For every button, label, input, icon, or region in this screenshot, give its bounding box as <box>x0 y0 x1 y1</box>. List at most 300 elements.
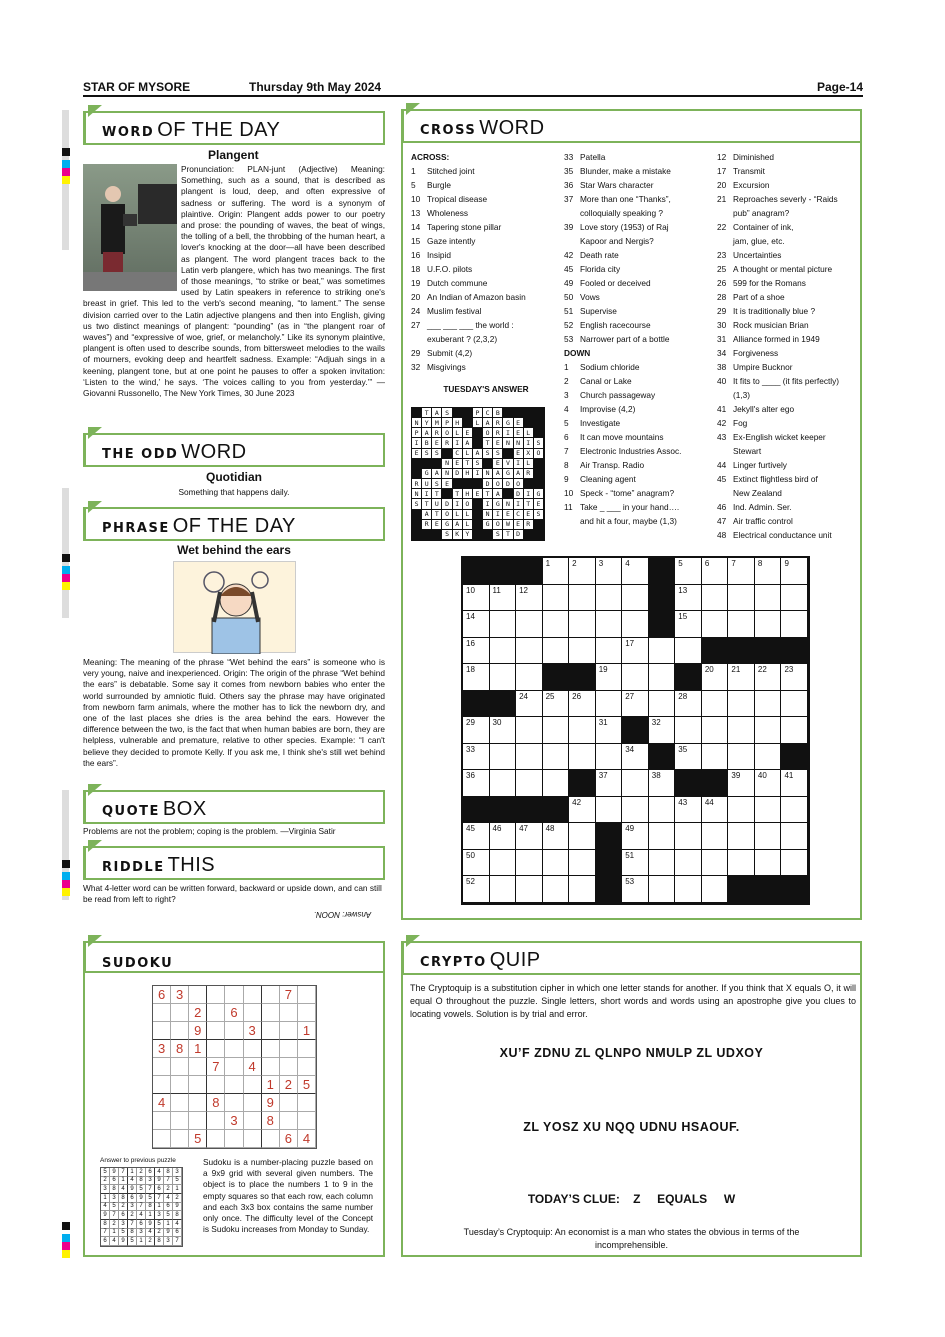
crossword-cell[interactable]: 21 <box>728 664 755 691</box>
odd-word-definition: Something that happens daily. <box>178 487 290 497</box>
sudoku-cell[interactable] <box>171 1076 189 1094</box>
crossword-cell[interactable]: 39 <box>728 770 755 797</box>
sudoku-cell[interactable] <box>298 1094 316 1112</box>
crossword-cell[interactable]: 28 <box>675 691 702 718</box>
previous-answer-cell: 6 <box>155 1185 164 1194</box>
sudoku-cell[interactable] <box>171 1130 189 1148</box>
answer-cell: N <box>483 510 493 520</box>
crossword-cell[interactable] <box>675 850 702 877</box>
crossword-cell[interactable] <box>755 850 782 877</box>
sudoku-cell[interactable] <box>262 1040 280 1058</box>
crossword-cell[interactable] <box>702 611 729 638</box>
sudoku-cell[interactable]: 5 <box>189 1130 207 1148</box>
crossword-cell[interactable] <box>728 717 755 744</box>
crossword-cell[interactable] <box>516 850 543 877</box>
crossword-cell[interactable] <box>702 585 729 612</box>
sudoku-cell[interactable]: 7 <box>280 986 298 1004</box>
sudoku-cell[interactable] <box>189 1094 207 1112</box>
crossword-cell[interactable]: 41 <box>781 770 808 797</box>
crossword-cell[interactable] <box>781 850 808 877</box>
sudoku-cell[interactable] <box>225 1022 243 1040</box>
crossword-cell[interactable] <box>516 664 543 691</box>
sudoku-cell[interactable] <box>207 986 225 1004</box>
crossword-cell[interactable] <box>649 850 676 877</box>
crossword-cell[interactable] <box>569 850 596 877</box>
crossword-cell[interactable]: 29 <box>463 717 490 744</box>
previous-answer-cell: 2 <box>164 1185 173 1194</box>
sudoku-cell[interactable] <box>262 1004 280 1022</box>
crossword-cell[interactable] <box>728 823 755 850</box>
answer-cell <box>463 418 473 428</box>
sudoku-cell[interactable] <box>153 1076 171 1094</box>
crossword-cell[interactable] <box>649 797 676 824</box>
crossword-cell[interactable] <box>596 585 623 612</box>
section-title: CROSS WORD <box>420 117 545 139</box>
crossword-cell[interactable]: 18 <box>463 664 490 691</box>
crossword-cell[interactable] <box>649 691 676 718</box>
crossword-cell[interactable] <box>649 558 676 585</box>
crossword-cell[interactable]: 37 <box>596 770 623 797</box>
sudoku-cell[interactable]: 9 <box>262 1094 280 1112</box>
clue: 31 Alliance formed in 1949 <box>717 334 820 344</box>
crossword-cell[interactable] <box>781 717 808 744</box>
sudoku-cell[interactable]: 4 <box>244 1058 262 1076</box>
sudoku-cell[interactable]: 3 <box>153 1040 171 1058</box>
crossword-cell[interactable] <box>702 717 729 744</box>
sudoku-cell[interactable] <box>244 1040 262 1058</box>
sudoku-cell[interactable] <box>171 1058 189 1076</box>
sudoku-cell[interactable] <box>171 1094 189 1112</box>
answer-cell: E <box>503 510 513 520</box>
crossword-cell[interactable] <box>649 876 676 903</box>
sudoku-cell[interactable] <box>244 1112 262 1130</box>
crossword-cell[interactable] <box>543 770 570 797</box>
crossword-cell[interactable]: 27 <box>622 691 649 718</box>
crossword-cell[interactable] <box>543 876 570 903</box>
crossword-cell[interactable]: 2 <box>569 558 596 585</box>
crossword-cell[interactable] <box>755 638 782 665</box>
crossword-cell[interactable]: 10 <box>463 585 490 612</box>
crossword-cell[interactable]: 38 <box>649 770 676 797</box>
crossword-cell[interactable] <box>755 691 782 718</box>
answer-cell: S <box>432 449 442 459</box>
crossword-cell[interactable]: 11 <box>490 585 517 612</box>
crossword-cell[interactable] <box>596 744 623 771</box>
crossword-cell[interactable]: 30 <box>490 717 517 744</box>
crossword-cell[interactable] <box>649 638 676 665</box>
crossword-cell[interactable]: 47 <box>516 823 543 850</box>
crossword-cell[interactable] <box>596 638 623 665</box>
sudoku-cell[interactable]: 3 <box>225 1112 243 1130</box>
crossword-cell[interactable] <box>516 797 543 824</box>
previous-answer-cell: 4 <box>173 1220 182 1229</box>
crossword-cell[interactable]: 24 <box>516 691 543 718</box>
crossword-cell[interactable] <box>543 850 570 877</box>
answer-cell: Y <box>463 530 473 540</box>
sudoku-cell[interactable] <box>225 1094 243 1112</box>
crossword-cell[interactable] <box>490 638 517 665</box>
crossword-cell[interactable]: 31 <box>596 717 623 744</box>
crossword-cell[interactable] <box>675 664 702 691</box>
crossword-cell[interactable] <box>755 611 782 638</box>
sudoku-cell[interactable] <box>280 1040 298 1058</box>
answer-cell <box>524 408 534 418</box>
sudoku-cell[interactable] <box>153 1058 171 1076</box>
previous-answer-cell: 7 <box>164 1177 173 1186</box>
sudoku-cell[interactable] <box>298 1058 316 1076</box>
page-number: Page-14 <box>816 80 863 94</box>
sudoku-cell[interactable] <box>225 1040 243 1058</box>
crossword-cell[interactable]: 42 <box>569 797 596 824</box>
sudoku-cell[interactable]: 4 <box>298 1130 316 1148</box>
crossword-cell[interactable] <box>516 611 543 638</box>
crossword-cell[interactable]: 43 <box>675 797 702 824</box>
sudoku-cell[interactable]: 2 <box>280 1076 298 1094</box>
sudoku-cell[interactable] <box>280 1112 298 1130</box>
crossword-cell[interactable] <box>755 876 782 903</box>
crossword-cell[interactable] <box>781 823 808 850</box>
sudoku-cell[interactable] <box>262 1130 280 1148</box>
color-swatch <box>62 566 70 574</box>
crossword-cell[interactable] <box>516 744 543 771</box>
sudoku-cell[interactable]: 1 <box>189 1040 207 1058</box>
crossword-cell[interactable] <box>728 876 755 903</box>
sudoku-cell[interactable] <box>207 1004 225 1022</box>
crossword-cell[interactable] <box>490 691 517 718</box>
crossword-cell[interactable] <box>516 558 543 585</box>
sudoku-cell[interactable] <box>153 1112 171 1130</box>
crossword-cell[interactable]: 40 <box>755 770 782 797</box>
crossword-cell[interactable] <box>596 876 623 903</box>
crossword-cell[interactable] <box>516 717 543 744</box>
sudoku-cell[interactable]: 5 <box>298 1076 316 1094</box>
crossword-cell[interactable] <box>463 691 490 718</box>
sudoku-cell[interactable]: 1 <box>262 1076 280 1094</box>
crossword-cell[interactable] <box>596 691 623 718</box>
crossword-cell[interactable] <box>781 585 808 612</box>
sudoku-cell[interactable] <box>189 1058 207 1076</box>
crossword-cell[interactable]: 53 <box>622 876 649 903</box>
crossword-cell[interactable]: 4 <box>622 558 649 585</box>
crossword-cell[interactable] <box>622 611 649 638</box>
color-swatch <box>62 168 70 176</box>
crossword-cell[interactable]: 14 <box>463 611 490 638</box>
crossword-cell[interactable] <box>569 717 596 744</box>
crossword-cell[interactable]: 9 <box>781 558 808 585</box>
crossword-cell[interactable] <box>755 823 782 850</box>
sudoku-cell[interactable]: 7 <box>207 1058 225 1076</box>
sudoku-cell[interactable] <box>280 1058 298 1076</box>
sudoku-cell[interactable] <box>244 1004 262 1022</box>
answer-cell: C <box>453 449 463 459</box>
sudoku-cell[interactable] <box>298 1004 316 1022</box>
color-swatch <box>62 1222 70 1230</box>
answer-cell: T <box>422 499 432 509</box>
crossword-cell[interactable] <box>755 585 782 612</box>
crossword-cell[interactable] <box>675 823 702 850</box>
crossword-cell[interactable] <box>516 770 543 797</box>
crossword-cell[interactable]: 48 <box>543 823 570 850</box>
crossword-cell[interactable] <box>649 585 676 612</box>
sudoku-cell[interactable]: 9 <box>189 1022 207 1040</box>
crossword-cell[interactable]: 25 <box>543 691 570 718</box>
answer-cell: C <box>483 408 493 418</box>
crossword-cell[interactable]: 6 <box>702 558 729 585</box>
crossword-cell[interactable] <box>728 585 755 612</box>
crossword-cell[interactable] <box>596 611 623 638</box>
crossword-cell[interactable] <box>781 797 808 824</box>
clue: 13 Wholeness <box>411 208 469 218</box>
sudoku-cell[interactable] <box>153 1130 171 1148</box>
sudoku-cell[interactable] <box>244 1076 262 1094</box>
answer-cell: E <box>432 520 442 530</box>
sudoku-cell[interactable] <box>207 1130 225 1148</box>
sudoku-cell[interactable]: 6 <box>225 1004 243 1022</box>
color-swatch <box>62 860 70 868</box>
crossword-cell[interactable] <box>569 823 596 850</box>
sudoku-cell[interactable]: 3 <box>244 1022 262 1040</box>
sudoku-cell[interactable] <box>280 1004 298 1022</box>
crossword-cell[interactable]: 17 <box>622 638 649 665</box>
crossword-cell[interactable]: 8 <box>755 558 782 585</box>
crossword-cell[interactable] <box>781 611 808 638</box>
crossword-cell[interactable] <box>490 850 517 877</box>
sudoku-cell[interactable] <box>298 1040 316 1058</box>
crossword-cell[interactable] <box>728 691 755 718</box>
clue: 4 Improvise (4,2) <box>564 404 636 414</box>
crossword-cell[interactable] <box>569 611 596 638</box>
crossword-cell[interactable] <box>543 611 570 638</box>
crossword-cell[interactable]: 34 <box>622 744 649 771</box>
crossword-cell[interactable]: 51 <box>622 850 649 877</box>
answer-cell: H <box>463 469 473 479</box>
sudoku-cell[interactable] <box>262 1058 280 1076</box>
sudoku-cell[interactable]: 8 <box>207 1094 225 1112</box>
crossword-cell[interactable]: 16 <box>463 638 490 665</box>
crossword-cell[interactable]: 1 <box>543 558 570 585</box>
crossword-cell[interactable] <box>569 664 596 691</box>
crossword-cell[interactable] <box>543 717 570 744</box>
crossword-cell[interactable] <box>490 664 517 691</box>
sudoku-cell[interactable] <box>244 1094 262 1112</box>
crossword-cell[interactable] <box>781 744 808 771</box>
sudoku-cell[interactable] <box>189 986 207 1004</box>
sudoku-cell[interactable] <box>225 986 243 1004</box>
crossword-cell[interactable]: 19 <box>596 664 623 691</box>
crossword-cell[interactable] <box>622 717 649 744</box>
previous-answer-cell: 5 <box>155 1220 164 1229</box>
answer-cell: I <box>412 438 422 448</box>
crossword-cell[interactable] <box>463 797 490 824</box>
crossword-cell[interactable] <box>781 638 808 665</box>
crossword-cell[interactable] <box>675 770 702 797</box>
sudoku-cell[interactable] <box>225 1130 243 1148</box>
answer-cell: I <box>514 499 524 509</box>
sudoku-cell[interactable] <box>171 1004 189 1022</box>
clue: 29 It is traditionally blue ? <box>717 306 816 316</box>
crossword-cell[interactable] <box>728 611 755 638</box>
crossword-cell[interactable] <box>728 744 755 771</box>
crossword-cell[interactable]: 20 <box>702 664 729 691</box>
sudoku-cell[interactable] <box>225 1058 243 1076</box>
sudoku-cell[interactable]: 8 <box>171 1040 189 1058</box>
crossword-cell[interactable]: 23 <box>781 664 808 691</box>
crossword-cell[interactable] <box>675 717 702 744</box>
sudoku-cell[interactable] <box>189 1076 207 1094</box>
sudoku-cell[interactable] <box>207 1112 225 1130</box>
crossword-cell[interactable] <box>728 797 755 824</box>
sudoku-cell[interactable] <box>207 1040 225 1058</box>
sudoku-cell[interactable] <box>189 1112 207 1130</box>
sudoku-cell[interactable]: 8 <box>262 1112 280 1130</box>
crossword-cell[interactable] <box>569 876 596 903</box>
crossword-cell[interactable] <box>596 823 623 850</box>
sudoku-cell[interactable] <box>244 986 262 1004</box>
crossword-cell[interactable] <box>675 638 702 665</box>
crossword-cell[interactable] <box>490 770 517 797</box>
sudoku-cell[interactable] <box>262 986 280 1004</box>
crossword-cell[interactable] <box>490 797 517 824</box>
crossword-cell[interactable]: 52 <box>463 876 490 903</box>
crossword-cell[interactable] <box>569 744 596 771</box>
sudoku-cell[interactable] <box>207 1076 225 1094</box>
crossword-cell[interactable] <box>463 558 490 585</box>
sudoku-cell[interactable] <box>298 986 316 1004</box>
crossword-cell[interactable] <box>755 797 782 824</box>
crossword-cell[interactable] <box>702 744 729 771</box>
crossword-cell[interactable] <box>543 585 570 612</box>
crossword-cell[interactable] <box>728 638 755 665</box>
cryptoquip-title-box <box>401 941 862 975</box>
sudoku-cell[interactable] <box>153 1022 171 1040</box>
crossword-cell[interactable]: 12 <box>516 585 543 612</box>
crossword-cell[interactable]: 36 <box>463 770 490 797</box>
crossword-title-box <box>401 109 862 143</box>
sudoku-cell[interactable]: 1 <box>298 1022 316 1040</box>
sudoku-cell[interactable] <box>244 1130 262 1148</box>
sudoku-cell[interactable]: 4 <box>153 1094 171 1112</box>
answer-cell <box>463 479 473 489</box>
answer-cell <box>442 489 452 499</box>
answer-cell: X <box>524 449 534 459</box>
crossword-cell[interactable] <box>516 638 543 665</box>
crossword-cell[interactable] <box>755 744 782 771</box>
crossword-cell[interactable] <box>649 744 676 771</box>
sudoku-cell[interactable] <box>280 1094 298 1112</box>
sudoku-cell[interactable]: 3 <box>171 986 189 1004</box>
riddle-title-box <box>83 846 385 880</box>
crossword-cell[interactable]: 15 <box>675 611 702 638</box>
crossword-cell[interactable]: 50 <box>463 850 490 877</box>
crossword-cell[interactable] <box>649 664 676 691</box>
sudoku-cell[interactable]: 6 <box>280 1130 298 1148</box>
previous-answer-cell: 9 <box>164 1229 173 1238</box>
tuesday-answer-grid <box>411 407 545 541</box>
crossword-cell[interactable] <box>702 823 729 850</box>
crossword-cell[interactable] <box>781 876 808 903</box>
crossword-cell[interactable] <box>649 611 676 638</box>
crossword-cell[interactable] <box>675 876 702 903</box>
crossword-cell[interactable] <box>649 823 676 850</box>
crossword-cell[interactable] <box>728 850 755 877</box>
answer-cell: R <box>412 479 422 489</box>
sudoku-cell[interactable] <box>207 1022 225 1040</box>
crossword-cell[interactable] <box>702 770 729 797</box>
clue: 45 Extinct flightless bird of <box>717 474 818 484</box>
sudoku-cell[interactable]: 6 <box>153 986 171 1004</box>
color-swatch <box>62 880 70 888</box>
crossword-cell[interactable]: 26 <box>569 691 596 718</box>
crossword-cell[interactable] <box>490 744 517 771</box>
sudoku-cell[interactable] <box>262 1022 280 1040</box>
crossword-cell[interactable] <box>516 876 543 903</box>
crossword-cell[interactable] <box>543 664 570 691</box>
crossword-cell[interactable] <box>543 797 570 824</box>
previous-answer-cell: 9 <box>101 1211 110 1220</box>
crossword-cell[interactable] <box>622 770 649 797</box>
previous-answer-cell: 1 <box>146 1211 155 1220</box>
crossword-cell[interactable]: 13 <box>675 585 702 612</box>
answer-cell: S <box>534 438 544 448</box>
crossword-cell[interactable] <box>755 717 782 744</box>
crossword-cell[interactable] <box>569 638 596 665</box>
crossword-cell[interactable] <box>490 876 517 903</box>
sudoku-cell[interactable]: 2 <box>189 1004 207 1022</box>
crossword-cell[interactable] <box>569 770 596 797</box>
crossword-cell[interactable] <box>569 585 596 612</box>
crossword-cell[interactable]: 49 <box>622 823 649 850</box>
crossword-cell[interactable]: 7 <box>728 558 755 585</box>
crossword-cell[interactable]: 45 <box>463 823 490 850</box>
sudoku-cell[interactable] <box>298 1112 316 1130</box>
crossword-cell[interactable]: 5 <box>675 558 702 585</box>
crossword-cell[interactable]: 35 <box>675 744 702 771</box>
clue: 22 Container of ink, <box>717 222 794 232</box>
crossword-cell[interactable] <box>702 691 729 718</box>
crossword-cell[interactable] <box>596 797 623 824</box>
crossword-cell[interactable]: 44 <box>702 797 729 824</box>
crossword-cell[interactable] <box>543 744 570 771</box>
crossword-cell[interactable] <box>490 558 517 585</box>
crossword-cell[interactable] <box>490 611 517 638</box>
crossword-cell[interactable]: 3 <box>596 558 623 585</box>
sudoku-cell[interactable] <box>280 1022 298 1040</box>
crossword-cell[interactable]: 33 <box>463 744 490 771</box>
crossword-cell[interactable] <box>781 691 808 718</box>
crossword-cell[interactable] <box>622 797 649 824</box>
crossword-cell[interactable] <box>622 585 649 612</box>
sudoku-cell[interactable] <box>171 1112 189 1130</box>
crossword-cell[interactable] <box>543 638 570 665</box>
crossword-cell[interactable]: 32 <box>649 717 676 744</box>
answer-cell <box>412 408 422 418</box>
answer-cell: I <box>473 469 483 479</box>
crossword-cell[interactable] <box>596 850 623 877</box>
previous-answer-cell: 1 <box>137 1237 146 1246</box>
clue: 50 Vows <box>564 292 600 302</box>
crossword-cell[interactable] <box>702 638 729 665</box>
crossword-cell[interactable]: 22 <box>755 664 782 691</box>
crossword-cell[interactable] <box>702 876 729 903</box>
sudoku-cell[interactable] <box>153 1004 171 1022</box>
section-title: QUOTE BOX <box>102 798 207 820</box>
sudoku-cell[interactable] <box>171 1022 189 1040</box>
crossword-cell[interactable] <box>702 850 729 877</box>
crossword-cell[interactable] <box>622 664 649 691</box>
crossword-cell[interactable]: 46 <box>490 823 517 850</box>
answer-cell <box>503 408 513 418</box>
sudoku-cell[interactable] <box>225 1076 243 1094</box>
